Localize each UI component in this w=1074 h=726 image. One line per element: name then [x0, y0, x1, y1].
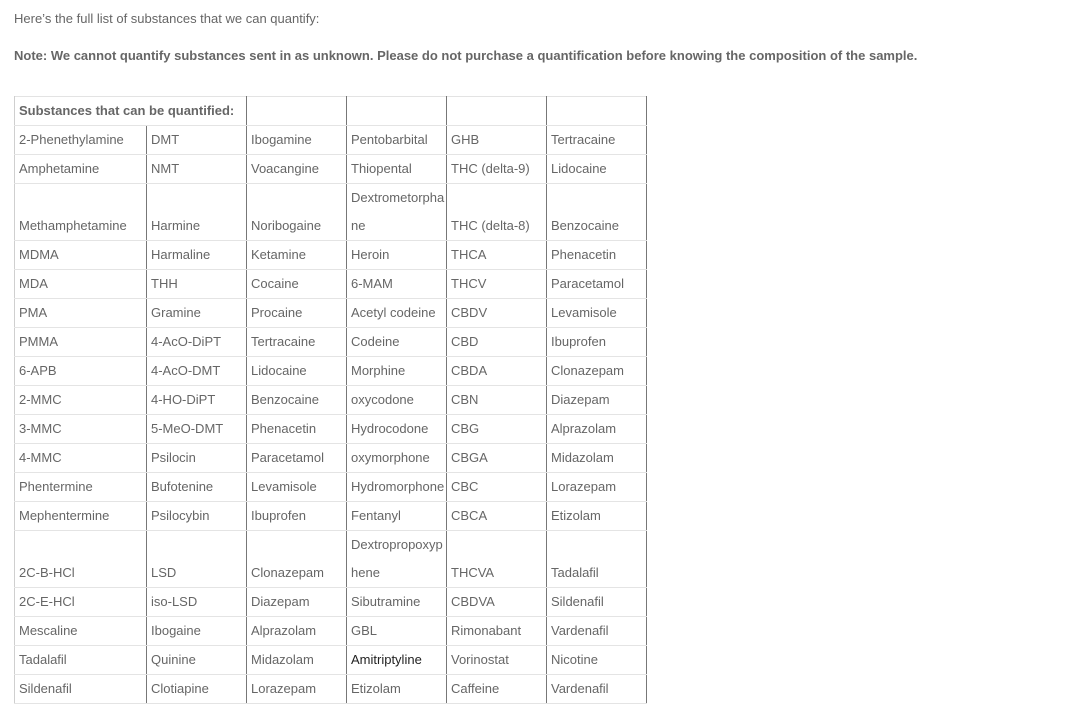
table-cell: Paracetamol: [247, 444, 347, 473]
table-cell: MDA: [15, 270, 147, 299]
table-cell: Ibuprofen: [547, 328, 647, 357]
table-cell: CBDVA: [447, 588, 547, 617]
table-cell: Morphine: [347, 357, 447, 386]
table-cell: Tertracaine: [547, 126, 647, 155]
table-header-empty-cell: [247, 97, 347, 126]
table-cell: THC (delta-8): [447, 184, 547, 241]
table-cell: PMMA: [15, 328, 147, 357]
intro-text: Here’s the full list of substances that we can quantify:: [14, 11, 320, 26]
table-cell: Amitriptyline: [347, 646, 447, 675]
table-cell: Etizolam: [347, 675, 447, 704]
table-cell: Acetyl codeine: [347, 299, 447, 328]
table-cell: Mephentermine: [15, 502, 147, 531]
table-cell: oxycodone: [347, 386, 447, 415]
table-row: [15, 502, 647, 531]
table-cell: Caffeine: [447, 675, 547, 704]
table-cell: CBD: [447, 328, 547, 357]
table-cell: 2-MMC: [15, 386, 147, 415]
table-cell: Thiopental: [347, 155, 447, 184]
table-cell: Benzocaine: [247, 386, 347, 415]
table-cell: Phenacetin: [547, 241, 647, 270]
table-cell: Fentanyl: [347, 502, 447, 531]
table-cell: CBN: [447, 386, 547, 415]
table-cell: Dextropropoxyphene: [347, 531, 447, 588]
table-cell: Tadalafil: [15, 646, 147, 675]
table-row: [15, 473, 647, 502]
table-cell: Lorazepam: [547, 473, 647, 502]
table-cell: THCVA: [447, 531, 547, 588]
table-cell: Amphetamine: [15, 155, 147, 184]
table-cell: Ibuprofen: [247, 502, 347, 531]
table-cell: 3-MMC: [15, 415, 147, 444]
table-cell: THC (delta-9): [447, 155, 547, 184]
table-cell: Codeine: [347, 328, 447, 357]
table-cell: Procaine: [247, 299, 347, 328]
table-cell: Vorinostat: [447, 646, 547, 675]
table-header-row: [15, 97, 647, 126]
table-cell: Midazolam: [247, 646, 347, 675]
table-row: [15, 444, 647, 473]
table-row: [15, 155, 647, 184]
table-cell: 4-AcO-DiPT: [147, 328, 247, 357]
note-text: Note: We cannot quantify substances sent in as unknown. Please do not purchase a quantification before knowing the composition of the sample.: [14, 48, 918, 63]
table-cell: Sildenafil: [15, 675, 147, 704]
table-cell: Nicotine: [547, 646, 647, 675]
table-cell: Rimonabant: [447, 617, 547, 646]
table-cell: THCA: [447, 241, 547, 270]
table-row: [15, 617, 647, 646]
table-cell: Alprazolam: [547, 415, 647, 444]
table-cell: Lorazepam: [247, 675, 347, 704]
table-cell: Hydromorphone: [347, 473, 447, 502]
table-cell: Noribogaine: [247, 184, 347, 241]
table-cell: Levamisole: [547, 299, 647, 328]
table-row: [15, 531, 647, 588]
table-row: [15, 328, 647, 357]
table-cell: LSD: [147, 531, 247, 588]
table-header-empty-cell: [447, 97, 547, 126]
table-cell: 2-Phenethylamine: [15, 126, 147, 155]
table-cell: Paracetamol: [547, 270, 647, 299]
table-cell: Hydrocodone: [347, 415, 447, 444]
table-cell: Ibogamine: [247, 126, 347, 155]
table-cell: Vardenafil: [547, 675, 647, 704]
table-cell: 6-APB: [15, 357, 147, 386]
table-cell: Lidocaine: [547, 155, 647, 184]
table-cell: Clonazepam: [247, 531, 347, 588]
table-cell: Quinine: [147, 646, 247, 675]
table-cell: Phentermine: [15, 473, 147, 502]
table-cell: Vardenafil: [547, 617, 647, 646]
table-cell: Tertracaine: [247, 328, 347, 357]
table-cell: 2C-B-HCl: [15, 531, 147, 588]
table-cell: GBL: [347, 617, 447, 646]
table-row: [15, 241, 647, 270]
table-cell: CBDV: [447, 299, 547, 328]
table-cell: CBGA: [447, 444, 547, 473]
table-cell: Alprazolam: [247, 617, 347, 646]
table-cell: Diazepam: [247, 588, 347, 617]
table-cell: Methamphetamine: [15, 184, 147, 241]
table-row: [15, 646, 647, 675]
table-cell: Midazolam: [547, 444, 647, 473]
table-cell: Psilocybin: [147, 502, 247, 531]
table-cell: Gramine: [147, 299, 247, 328]
table-cell: Sibutramine: [347, 588, 447, 617]
table-row: [15, 386, 647, 415]
table-cell: Phenacetin: [247, 415, 347, 444]
table-cell: CBG: [447, 415, 547, 444]
table-cell: MDMA: [15, 241, 147, 270]
table-row: [15, 357, 647, 386]
table-cell: Cocaine: [247, 270, 347, 299]
table-cell: Ketamine: [247, 241, 347, 270]
table-header: Substances that can be quantified:: [15, 97, 247, 126]
table-cell: 4-AcO-DMT: [147, 357, 247, 386]
table-cell: Lidocaine: [247, 357, 347, 386]
table-cell: Diazepam: [547, 386, 647, 415]
table-cell: DMT: [147, 126, 247, 155]
table-row: [15, 675, 647, 704]
substances-table: [14, 96, 647, 704]
table-row: [15, 126, 647, 155]
table-cell: THH: [147, 270, 247, 299]
table-cell: 6-MAM: [347, 270, 447, 299]
table-header-empty-cell: [547, 97, 647, 126]
table-cell: Heroin: [347, 241, 447, 270]
table-cell: THCV: [447, 270, 547, 299]
table-cell: Etizolam: [547, 502, 647, 531]
table-row: [15, 415, 647, 444]
table-cell: Harmaline: [147, 241, 247, 270]
table-cell: 4-HO-DiPT: [147, 386, 247, 415]
table-cell: Tadalafil: [547, 531, 647, 588]
table-cell: 4-MMC: [15, 444, 147, 473]
table-cell: Clotiapine: [147, 675, 247, 704]
table-cell: CBCA: [447, 502, 547, 531]
table-cell: 2C-E-HCl: [15, 588, 147, 617]
table-cell: Pentobarbital: [347, 126, 447, 155]
table-cell: Harmine: [147, 184, 247, 241]
table-cell: 5-MeO-DMT: [147, 415, 247, 444]
table-cell: CBDA: [447, 357, 547, 386]
table-cell: PMA: [15, 299, 147, 328]
table-row: [15, 184, 647, 241]
table-row: [15, 299, 647, 328]
table-cell: Clonazepam: [547, 357, 647, 386]
table-cell: Voacangine: [247, 155, 347, 184]
table-cell: Levamisole: [247, 473, 347, 502]
table-cell: Dextrometorphane: [347, 184, 447, 241]
table-cell: Benzocaine: [547, 184, 647, 241]
table-cell: iso-LSD: [147, 588, 247, 617]
table-cell: CBC: [447, 473, 547, 502]
table-row: [15, 588, 647, 617]
table-row: [15, 270, 647, 299]
table-cell: Bufotenine: [147, 473, 247, 502]
table-header-empty-cell: [347, 97, 447, 126]
table-cell: NMT: [147, 155, 247, 184]
table-cell: GHB: [447, 126, 547, 155]
table-cell: oxymorphone: [347, 444, 447, 473]
table-cell: Sildenafil: [547, 588, 647, 617]
table-cell: Psilocin: [147, 444, 247, 473]
table-cell: Ibogaine: [147, 617, 247, 646]
table-cell: Mescaline: [15, 617, 147, 646]
